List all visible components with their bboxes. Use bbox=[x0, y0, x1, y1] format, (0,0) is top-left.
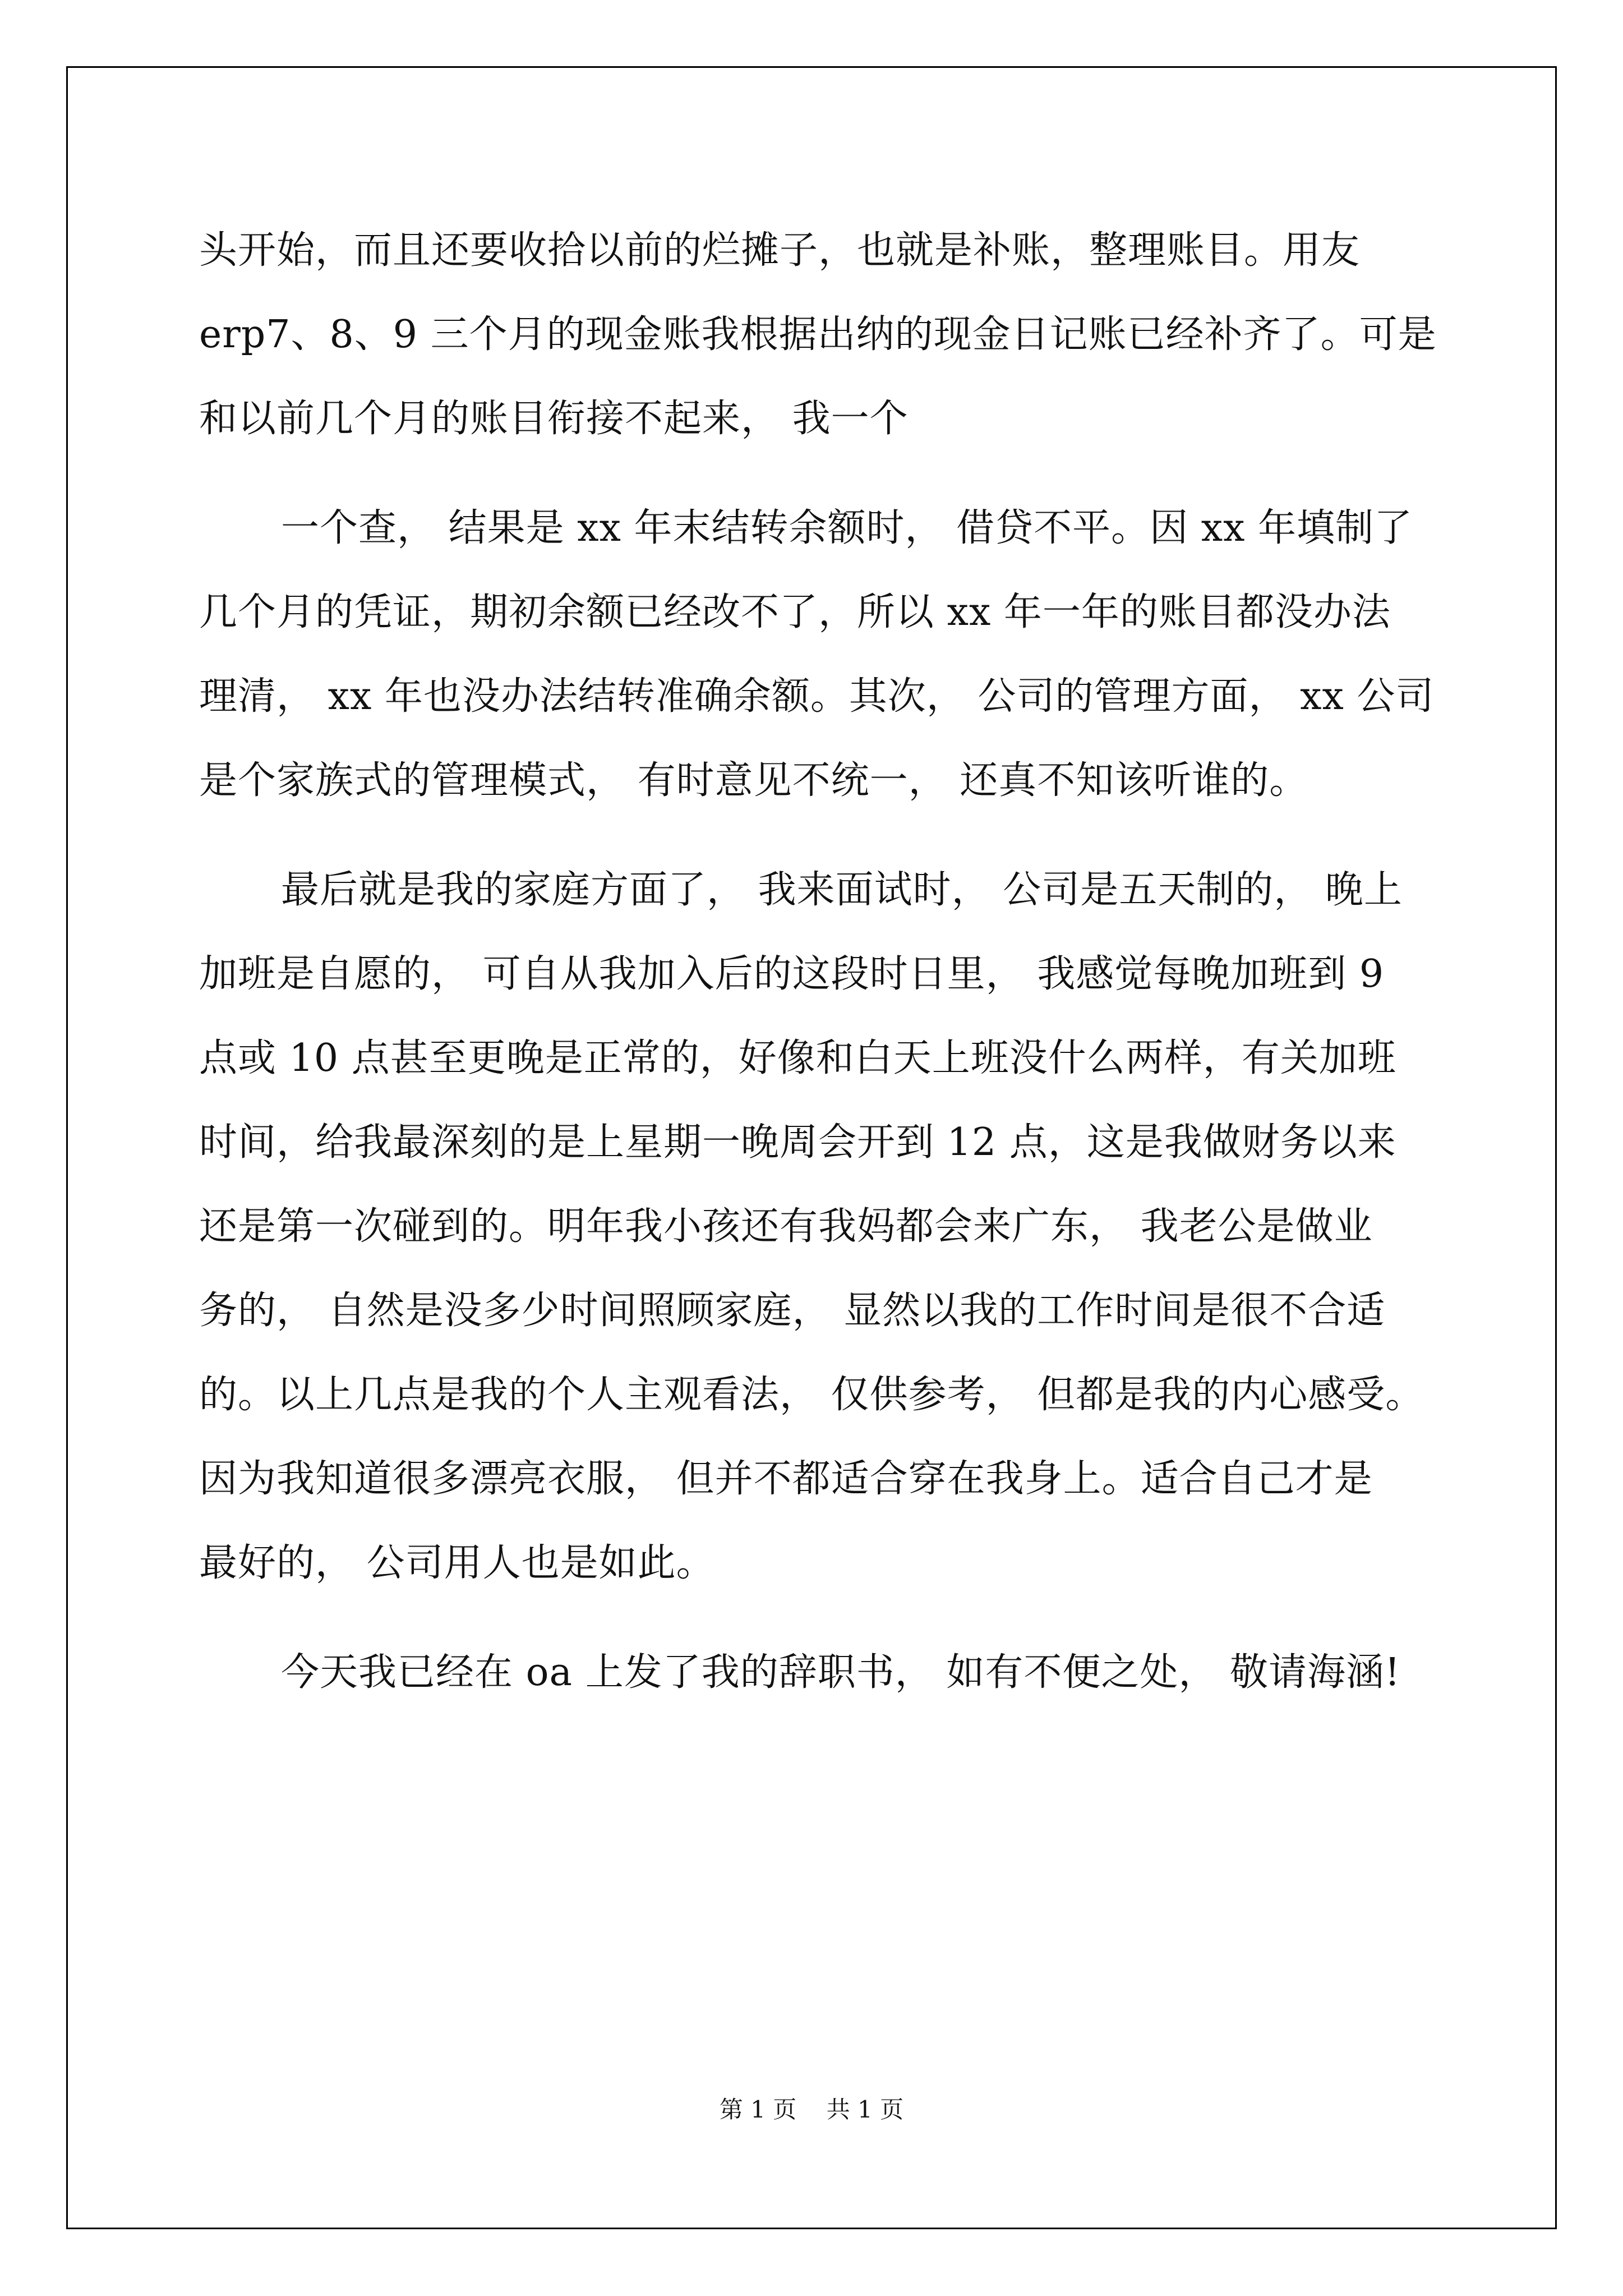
text-line: 加班是自愿的， 可自从我加入后的这段时日里， 我感觉每晚加班到 9 bbox=[199, 952, 1385, 996]
text-line: 几个月的凭证，期初余额已经改不了，所以 xx 年一年的账目都没办法 bbox=[199, 590, 1391, 634]
paragraph-first-line: 今天我已经在 oa 上发了我的辞职书， 如有不便之处， 敬请海涵! bbox=[281, 1650, 1401, 1695]
text-line: 时间，给我最深刻的是上星期一晚周会开到 12 点，这是我做财务以来 bbox=[199, 1120, 1396, 1165]
paragraph-first-line: 最后就是我的家庭方面了， 我来面试时， 公司是五天制的， 晚上 bbox=[281, 868, 1403, 912]
text-line: 是个家族式的管理模式， 有时意见不统一， 还真不知该听谁的。 bbox=[199, 758, 1308, 803]
paragraph-first-line: 一个查， 结果是 xx 年末结转余额时， 借贷不平。因 xx 年填制了 bbox=[281, 506, 1413, 550]
page-number-footer: 第 1 页 共 1 页 bbox=[719, 2096, 904, 2123]
text-line: erp7、8、9 三个月的现金账我根据出纳的现金日记账已经补齐了。可是 bbox=[199, 312, 1437, 357]
document-body bbox=[199, 209, 1437, 1715]
text-line: 理清， xx 年也没办法结转准确余额。其次， 公司的管理方面， xx 公司 bbox=[199, 674, 1435, 719]
text-line: 头开始，而且还要收拾以前的烂摊子，也就是补账，整理账目。用友 bbox=[199, 228, 1361, 273]
text-line: 点或 10 点甚至更晚是正常的，好像和白天上班没什么两样，有关加班 bbox=[199, 1036, 1396, 1080]
text-line: 和以前几个月的账目衔接不起来， 我一个 bbox=[199, 397, 909, 441]
text-line: 的。以上几点是我的个人主观看法， 仅供参考， 但都是我的内心感受。 bbox=[199, 1373, 1424, 1417]
text-line: 因为我知道很多漂亮衣服， 但并不都适合穿在我身上。适合自己才是 bbox=[199, 1457, 1373, 1501]
text-line: 还是第一次碰到的。明年我小孩还有我妈都会来广东， 我老公是做业 bbox=[199, 1204, 1373, 1249]
text-line: 务的， 自然是没多少时间照顾家庭， 显然以我的工作时间是很不合适 bbox=[199, 1289, 1386, 1333]
text-line: 最好的， 公司用人也是如此。 bbox=[199, 1541, 715, 1585]
